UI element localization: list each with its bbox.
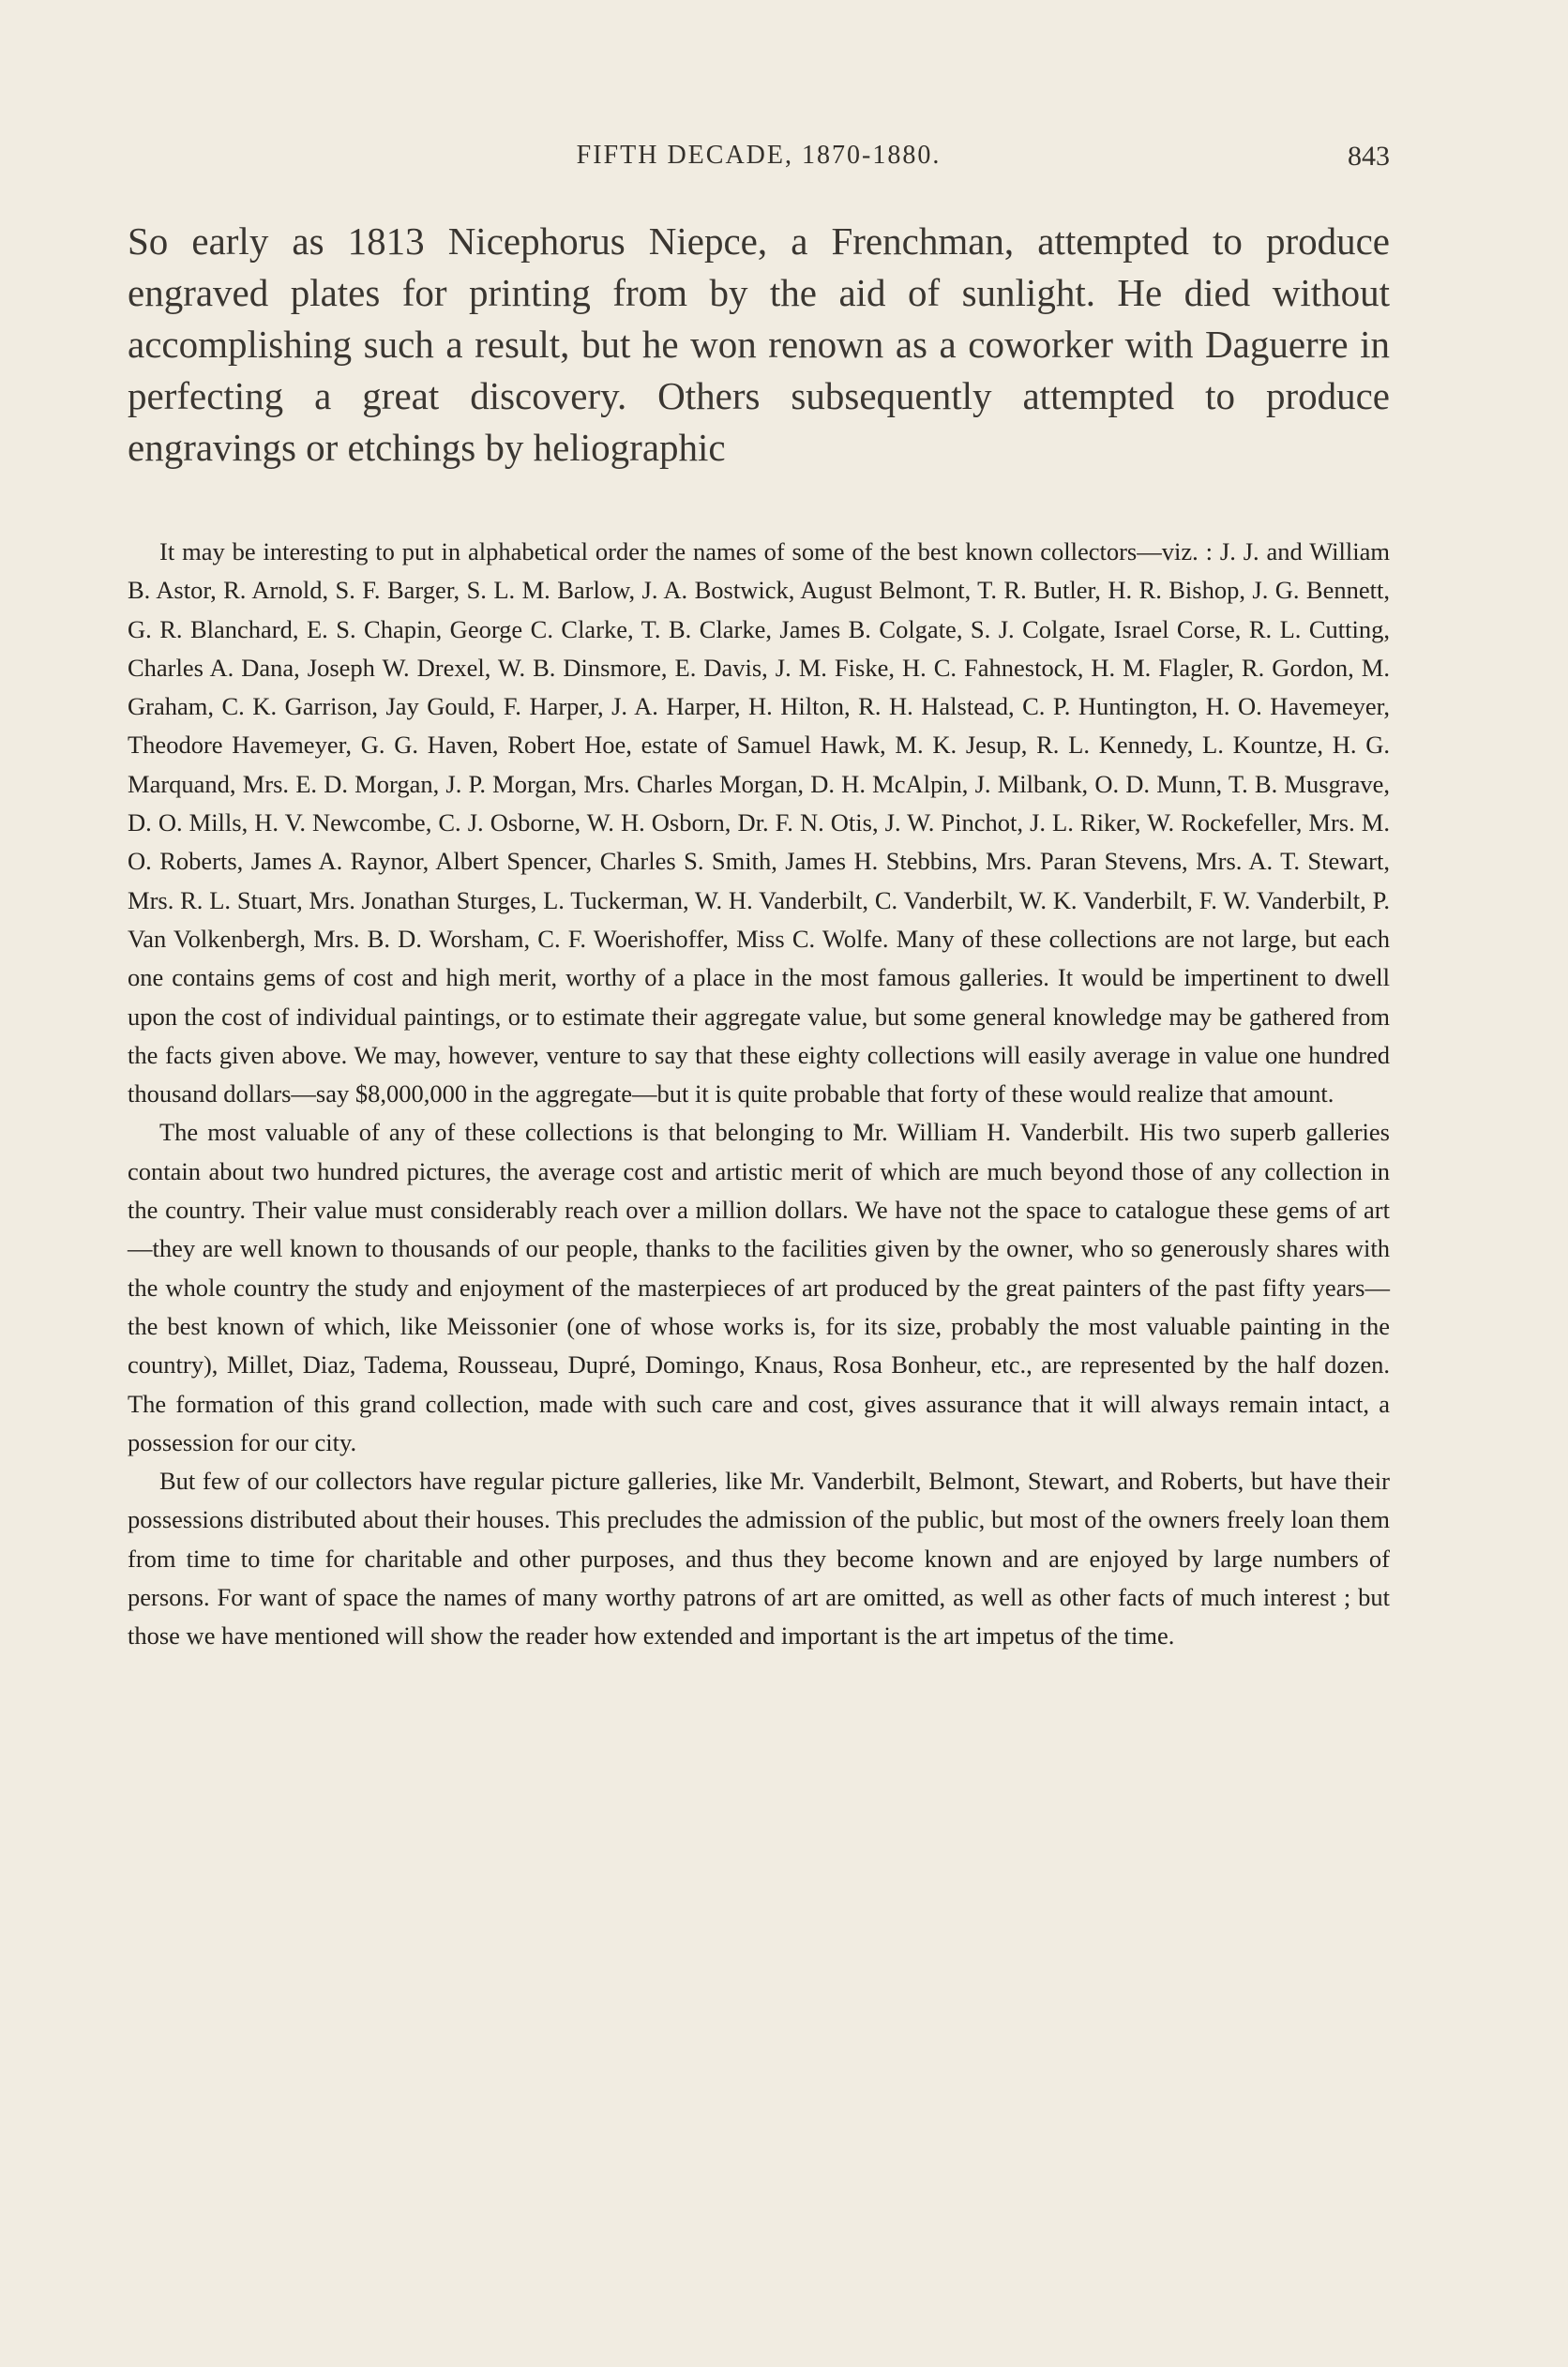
footnote-paragraph: The most valuable of any of these collections is that belonging to Mr. William H. Vanderbilt. His two superb galleries contain about two hundred pictures, the average cost and artistic merit of which are much beyond those of any collection in the country. Their value must considerably reach over a million dollars. We have not the space to catalogue these gems of art—they are well known to thousands of our people, thanks to the facilities given by the owner, who so generously shares with the whole country the study and enjoyment of the masterpieces of art produced by the great painters of the past fifty years—the best known of which, like Meissonier (one of whose works is, for its size, probably the most valuable painting in the country), Millet, Diaz, Tadema, Rousseau, Dupré, Domingo, Knaus, Rosa Bonheur, etc., are represented by the half dozen. The formation of this grand collection, made with such care and cost, gives assurance that it will always remain intact, a possession for our city. [128,1118,1390,1456]
running-title: FIFTH DECADE, 1870-1880. [576,141,942,170]
footnote [128,533,1390,1656]
footnote-paragraph: It may be interesting to put in alphabetical order the names of some of the best known collectors—viz. : J. J. and William B. Astor, R. Arnold, S. F. Barger, S. L. M. Barlow, J. A. Bostwick, August Belmont, T. R. Butler, H. R. Bishop, J. G. Bennett, G. R. Blanchard, E. S. Chapin, George C. Clarke, T. B. Clarke, James B. Colgate, S. J. Colgate, Israel Corse, R. L. Cutting, Charles A. Dana, Joseph W. Drexel, W. B. Dinsmore, E. Davis, J. M. Fiske, H. C. Fahnestock, H. M. Flagler, R. Gordon, M. Graham, C. K. Garrison, Jay Gould, F. Harper, J. A. Harper, H. Hilton, R. H. Halstead, C. P. Huntington, H. O. Havemeyer, Theodore Havemeyer, G. G. Haven, Robert Hoe, estate of Samuel Hawk, M. K. Jesup, R. L. Kennedy, L. Kountze, H. G. Marquand, Mrs. E. D. Morgan, J. P. Morgan, Mrs. Charles Morgan, D. H. McAlpin, J. Milbank, O. D. Munn, T. B. Musgrave, D. O. Mills, H. V. Newcombe, C. J. Osborne, W. H. Osborn, Dr. F. N. Otis, J. W. Pinchot, J. L. Riker, W. Rockefeller, Mrs. M. O. Roberts, James A. Raynor, Albert Spencer, Charles S. Smith, James H. Stebbins, Mrs. Paran Stevens, Mrs. A. T. Stewart, Mrs. R. L. Stuart, Mrs. Jonathan Sturges, L. Tuckerman, W. H. Vanderbilt, C. Vanderbilt, W. K. Vanderbilt, F. W. Vanderbilt, P. Van Volkenbergh, Mrs. B. D. Worsham, C. F. Woerishoffer, Miss C. Wolfe. Many of these collections are not large, but each one contains gems of cost and high merit, worthy of a place in the most famous galleries. It would be impertinent to dwell upon the cost of individual paintings, or to estimate their aggregate value, but some general knowledge may be gathered from the facts given above. We may, however, venture to say that these eighty collections will easily average in value one hundred thousand dollars—say $8,000,000 in the aggregate—but it is quite probable that forty of these would realize that amount. [128,537,1390,1108]
page-number: 843 [1348,141,1390,172]
footnote-paragraph: But few of our collectors have regular picture galleries, like Mr. Vanderbilt, Belmont, Stewart, and Roberts, but have their possessions distributed about their houses. This precludes the admission of the public, but most of the owners freely loan them from time to time for charitable and other purposes, and thus they become known and are enjoyed by large numbers of persons. For want of space the names of many worthy patrons of art are omitted, as well as other facts of much interest ; but those we have mentioned will show the reader how extended and important is the art impetus of the time. [128,1467,1390,1651]
running-head [128,141,1390,178]
main-paragraph: So early as 1813 Nicephorus Niepce, a Frenchman, attempted to produce engraved plates for printing from by the aid of sunlight. He died without accomplishing such a result, but he won renown as a coworker with Daguerre in perfecting a great discovery. Others subsequently attempted to produce engravings or etchings by heliographic [128,219,1390,469]
